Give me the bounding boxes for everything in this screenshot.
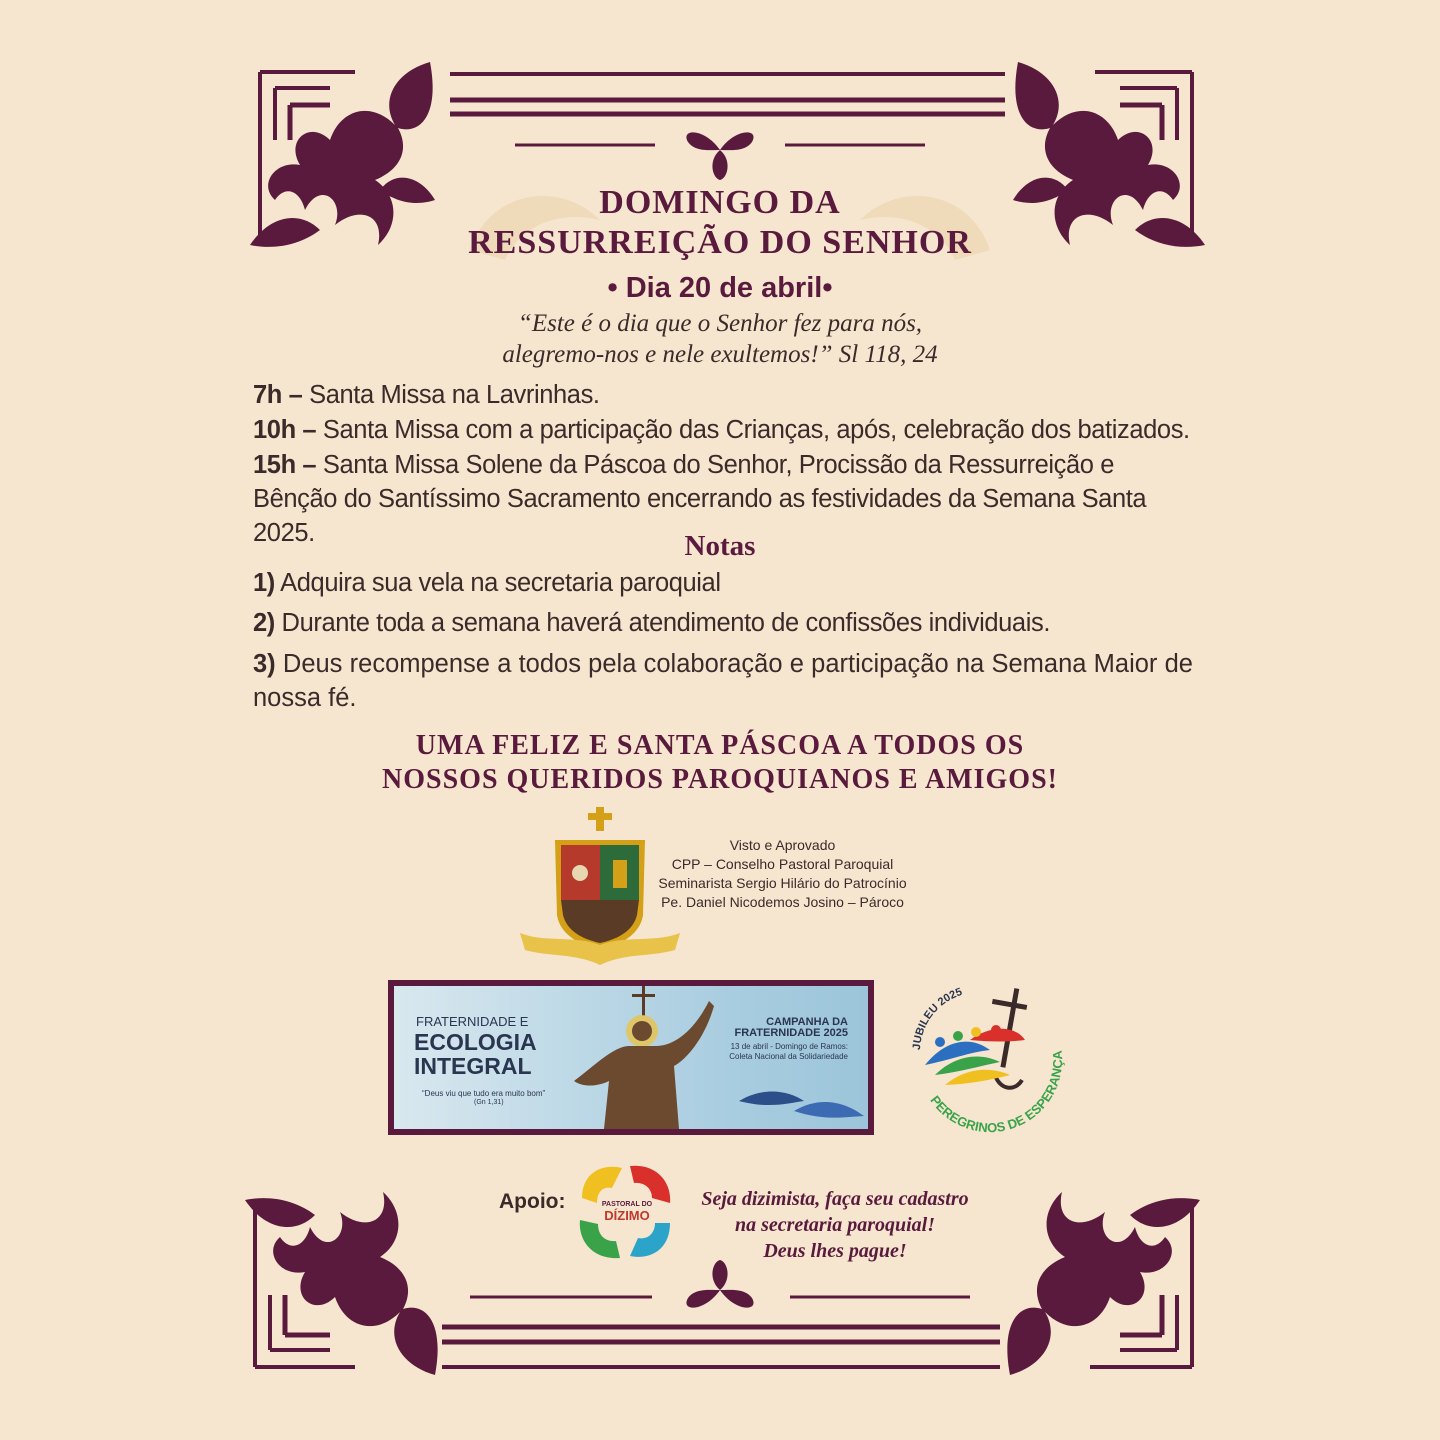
note-item (253, 606, 1193, 640)
schedule-time: 7h – (253, 381, 303, 409)
note-number: 2) (253, 609, 275, 637)
banner-text: 13 de abril - Domingo de Ramos: (730, 1042, 848, 1051)
tithe-message-line: Seja dizimista, faça seu cadastro (701, 1188, 969, 1210)
note-item (253, 566, 1193, 600)
schedule-item (253, 378, 1193, 412)
notes-heading: Notas (684, 530, 756, 562)
note-text: Adquira sua vela na secretaria paroquial (274, 569, 721, 597)
birds-icon (734, 1081, 868, 1129)
jubilee-top-text: JUBILEU 2025 (910, 985, 964, 1051)
dizimo-small-text: PASTORAL DO (601, 1201, 653, 1208)
banner-text: Coleta Nacional da Solidariedade (729, 1052, 848, 1061)
tithe-message-line: na secretaria paroquial! (734, 1214, 936, 1236)
banner-text: FRATERNIDADE 2025 (734, 1027, 848, 1039)
fraternity-campaign-banner (388, 980, 874, 1135)
note-number: 3) (253, 650, 276, 678)
jubilee-bottom-text: PEREGRINOS DE ESPERANÇA (927, 1049, 1066, 1136)
schedule-text: Santa Missa na Lavrinhas. (302, 381, 600, 409)
note-item (253, 647, 1193, 715)
verse-line-2: alegremo-nos e nele exultemos!” Sl 118, 24 (502, 341, 938, 368)
banner-text: CAMPANHA DA (766, 1016, 848, 1028)
schedule-item (253, 413, 1193, 447)
dizimo-word: DÍZIMO (604, 1208, 650, 1223)
tithe-message-line: Deus lhes pague! (763, 1240, 907, 1262)
title-line-1: DOMINGO DA (599, 184, 841, 221)
approval-line: CPP – Conselho Pastoral Paroquial (671, 856, 894, 872)
banner-quote: “Deus viu que tudo era muito bom” (422, 1089, 546, 1098)
jubilee-2025-logo (900, 980, 1070, 1140)
banner-text: FRATERNIDADE E (416, 1014, 529, 1029)
title-line-2: RESSURREIÇÃO DO SENHOR (468, 224, 972, 261)
banner-text: INTEGRAL (414, 1053, 532, 1079)
banner-inner (394, 986, 868, 1129)
verse-line-1: “Este é o dia que o Senhor fez para nós, (517, 310, 923, 337)
greeting-line-1: UMA FELIZ E SANTA PÁSCOA A TODOS OS (415, 730, 1025, 761)
banner-text: ECOLOGIA (414, 1029, 537, 1055)
greeting-line-2: NOSSOS QUERIDOS PAROQUIANOS E AMIGOS! (382, 764, 1058, 795)
schedule-text: Santa Missa Solene da Páscoa do Senhor, Procissão da Ressurreição e Bênção do Santíssimo Sacramento encerrando as festividades da Semana Santa 2025. (253, 451, 1147, 547)
approval-line: Visto e Aprovado (729, 837, 836, 853)
support-label: Apoio: (499, 1190, 566, 1213)
event-date: • Dia 20 de abril• (607, 272, 833, 304)
note-text: Durante toda a semana haverá atendimento de confissões individuais. (274, 609, 1051, 637)
approval-line: Pe. Daniel Nicodemos Josino – Pároco (661, 894, 904, 910)
note-text: Deus recompense a todos pela colaboração e participação na Semana Maior de nossa fé. (253, 650, 1193, 712)
schedule-time: 10h – (253, 416, 317, 444)
note-number: 1) (253, 569, 275, 597)
saint-francis-figure-icon (564, 986, 724, 1129)
approval-line: Seminarista Sergio Hilário do Patrocínio (658, 875, 907, 891)
schedule-text: Santa Missa com a participação das Crianças, após, celebração dos batizados. (316, 416, 1190, 444)
banner-ref: (Gn 1,31) (474, 1099, 504, 1106)
schedule-time: 15h – (253, 451, 317, 479)
